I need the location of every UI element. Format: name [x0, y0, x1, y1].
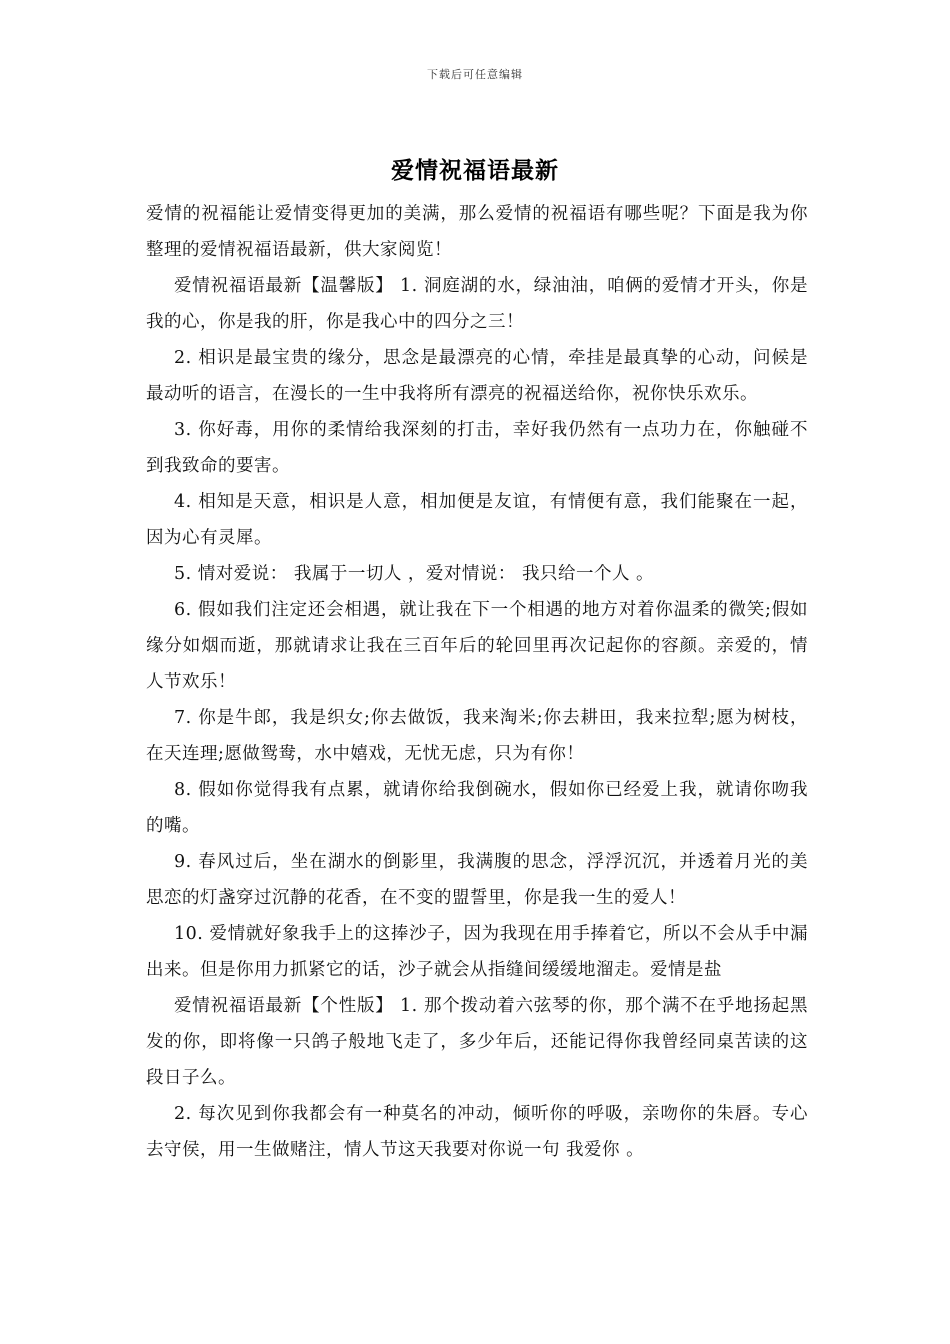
document-title: 爱情祝福语最新	[391, 157, 559, 184]
paragraph-item-9: 9. 春风过后，坐在湖水的倒影里，我满腹的思念，浮浮沉沉，并透着月光的美思恋的灯盏穿过沉静的花香，在不变的盟誓里，你是我一生的爱人！	[146, 852, 808, 908]
paragraph-item-6: 6. 假如我们注定还会相遇，就让我在下一个相遇的地方对着你温柔的微笑;假如缘分如烟而逝，那就请求让我在三百年后的轮回里再次记起你的容颜。亲爱的，情人节欢乐！	[146, 600, 808, 692]
paragraph-item-5: 5. 情对爱说： 我属于一切人 ，爱对情说： 我只给一个人 。	[174, 564, 655, 584]
paragraph-item-8: 8. 假如你觉得我有点累，就请你给我倒碗水，假如你已经爱上我，就请你吻我的嘴。	[146, 780, 808, 836]
paragraph-item-2: 2. 相识是最宝贵的缘分，思念是最漂亮的心情，牵挂是最真挚的心动，问候是最动听的语言，在漫长的一生中我将所有漂亮的祝福送给你，祝你快乐欢乐。	[146, 348, 808, 404]
intro-paragraph: 爱情的祝福能让爱情变得更加的美满，那么爱情的祝福语有哪些呢？下面是我为你整理的爱情祝福语最新，供大家阅览！	[146, 204, 808, 260]
paragraph-item-4: 4. 相知是天意，相识是人意，相加便是友谊，有情便有意，我们能聚在一起，因为心有灵犀。	[146, 492, 808, 548]
document-body	[146, 196, 808, 1168]
paragraph-item-7: 7. 你是牛郎，我是织女;你去做饭，我来淘米;你去耕田，我来拉犁;愿为树枝，在天连理;愿做鸳鸯，水中嬉戏，无忧无虑，只为有你！	[146, 708, 808, 764]
page-header-note: 下载后可任意编辑	[427, 68, 523, 81]
paragraph-personality-item-2: 2. 每次见到你我都会有一种莫名的冲动，倾听你的呼吸，亲吻你的朱唇。专心去守侯，用一生做赌注，情人节这天我要对你说一句 我爱你 。	[146, 1104, 808, 1160]
paragraph-personality-section-1: 爱情祝福语最新【个性版】 1. 那个拨动着六弦琴的你，那个满不在乎地扬起黑发的你，即将像一只鸽子般地飞走了，多少年后，还能记得你我曾经同桌苦读的这段日子么。	[146, 996, 808, 1088]
paragraph-warm-section-1: 爱情祝福语最新【温馨版】 1. 洞庭湖的水，绿油油，咱俩的爱情才开头，你是我的心，你是我的肝，你是我心中的四分之三！	[146, 276, 808, 332]
paragraph-item-10: 10. 爱情就好象我手上的这捧沙子，因为我现在用手捧着它，所以不会从手中漏出来。但是你用力抓紧它的话，沙子就会从指缝间缓缓地溜走。爱情是盐	[146, 924, 808, 980]
paragraph-item-3: 3. 你好毒，用你的柔情给我深刻的打击，幸好我仍然有一点功力在，你触碰不到我致命的要害。	[146, 420, 808, 476]
